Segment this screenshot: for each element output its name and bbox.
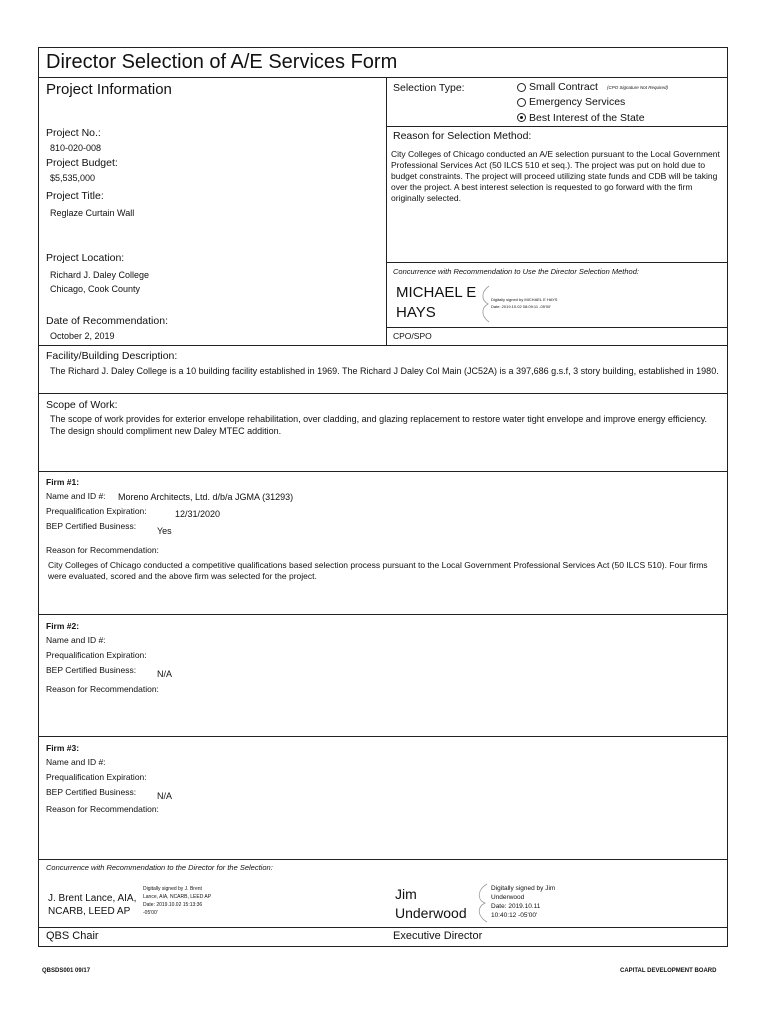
firm3-heading: Firm #3:: [46, 743, 80, 753]
divider: [39, 736, 727, 737]
firm1-bep-label: BEP Certified Business:: [46, 521, 137, 531]
footer-form-code: QBSDS001 09/17: [42, 968, 91, 974]
qbs-digital-sig-line3: Date: 2019.10.02 15:13:36: [143, 902, 203, 908]
firm1-name-id-value: Moreno Architects, Ltd. d/b/a JGMA (31293): [118, 492, 294, 502]
firm2-reason-label: Reason for Recommendation:: [46, 684, 159, 694]
exec-digital-sig-line2: Underwood: [491, 894, 525, 901]
project-title-label: Project Title:: [46, 190, 104, 202]
firm2-prequal-label: Prequalification Expiration:: [46, 650, 147, 660]
firm3-bep-label: BEP Certified Business:: [46, 787, 137, 797]
selection-form: [38, 47, 728, 947]
firm1-reason-text: City Colleges of Chicago conducted a competitive qualifications based selection process pursuant to the Local Government Professional Services Act (50 ILCS 510). Four firms were evaluated, scored and the above firm was selected for the project.: [48, 560, 708, 582]
firm1-heading: Firm #1:: [46, 477, 80, 487]
exec-signature-name-line1: Jim: [395, 886, 417, 902]
reason-method-label: Reason for Selection Method:: [393, 130, 532, 142]
qbs-digital-sig-line4: -05'00': [143, 910, 158, 916]
small-contract-note: (CPO Signature Not Required): [607, 85, 669, 90]
exec-digital-sig-line3: Date: 2019.10.11: [491, 903, 541, 910]
qbs-chair-label: QBS Chair: [46, 930, 99, 942]
small-contract-radio[interactable]: [517, 83, 526, 92]
firm2-bep-value: N/A: [157, 669, 173, 679]
project-budget-value: $5,535,000: [50, 173, 96, 183]
project-budget-label: Project Budget:: [46, 157, 118, 169]
signature-line: [39, 927, 727, 928]
divider: [39, 859, 727, 860]
recommendation-date-value: October 2, 2019: [50, 331, 115, 341]
divider: [39, 393, 727, 394]
divider: [39, 77, 727, 78]
final-concurrence-label: Concurrence with Recommendation to the Director for the Selection:: [46, 863, 273, 872]
footer-agency: CAPITAL DEVELOPMENT BOARD: [620, 968, 717, 974]
best-interest-radio[interactable]: [517, 113, 526, 122]
project-title-value: Reglaze Curtain Wall: [50, 208, 135, 218]
project-location-label: Project Location:: [46, 252, 125, 264]
firm1-prequal-value: 12/31/2020: [175, 509, 221, 519]
firm1-prequal-label: Prequalification Expiration:: [46, 506, 147, 516]
firm1-bep-value: Yes: [157, 526, 172, 536]
emergency-services-label: Emergency Services: [529, 96, 626, 108]
scope-label: Scope of Work:: [46, 399, 118, 411]
cpo-digital-sig-line1: Digitally signed by MICHAEL E HAYS: [491, 297, 558, 302]
form-title: Director Selection of A/E Services Form: [46, 51, 398, 73]
facility-text: The Richard J. Daley College is a 10 building facility established in 1969. The Richard J Daley Col Main (JC52A) is a 397,686 g.s.f, 3 story building, established in 1980.: [50, 366, 719, 376]
exec-signature-name-line2: Underwood: [395, 905, 467, 921]
firm2-bep-label: BEP Certified Business:: [46, 665, 137, 675]
project-no-label: Project No.:: [46, 127, 101, 139]
cpo-spo-label: CPO/SPO: [393, 331, 432, 341]
qbs-signature-name-line2: NCARB, LEED AP: [48, 906, 131, 917]
exec-digital-sig-line1: Digitally signed by Jim: [491, 885, 556, 892]
project-location-line2: Chicago, Cook County: [50, 284, 141, 294]
qbs-digital-sig-line2: Lance, AIA, NCARB, LEED AP: [143, 894, 212, 900]
executive-director-label: Executive Director: [393, 930, 483, 942]
recommendation-date-label: Date of Recommendation:: [46, 315, 168, 327]
firm3-name-id-label: Name and ID #:: [46, 757, 106, 767]
firm3-bep-value: N/A: [157, 791, 173, 801]
firm1-name-id-label: Name and ID #:: [46, 491, 106, 501]
divider: [39, 614, 727, 615]
exec-signature-mark: [475, 882, 491, 924]
cpo-digital-sig-line2: Date: 2019.10.02 08:09:11 -05'00': [491, 304, 551, 309]
qbs-digital-sig-line1: Digitally signed by J. Brent: [143, 886, 202, 892]
reason-method-text: City Colleges of Chicago conducted an A/E selection pursuant to the Local Government Professional Services Act (50 ILCS 510 et seq.). The project was put on hold due to budget constraints. The project will proceed utilizing state funds and CDB will be taking over the project. A best interest selection is requested to go forward with the firm originally selected.: [391, 149, 720, 203]
divider: [39, 345, 727, 346]
divider: [39, 471, 727, 472]
project-no-value: 810-020-008: [50, 143, 102, 153]
cpo-signature-name-line1: MICHAEL E: [396, 284, 477, 301]
emergency-services-radio[interactable]: [517, 98, 526, 107]
scope-text: The scope of work provides for exterior envelope rehabilitation, over cladding, and glazing replacement to restore water tight envelope and improve energy efficiency. The design should compliment new Daley MTEC addition.: [50, 414, 708, 436]
firm3-prequal-label: Prequalification Expiration:: [46, 772, 147, 782]
firm3-reason-label: Reason for Recommendation:: [46, 804, 159, 814]
project-info-heading: Project Information: [46, 81, 172, 98]
best-interest-label: Best Interest of the State: [529, 112, 645, 124]
firm2-heading: Firm #2:: [46, 621, 80, 631]
divider: [386, 327, 727, 328]
qbs-signature-name-line1: J. Brent Lance, AIA,: [48, 893, 137, 904]
project-location-line1: Richard J. Daley College: [50, 270, 150, 280]
divider: [386, 262, 727, 263]
cpo-signature-name-line2: HAYS: [396, 304, 436, 321]
firm1-reason-label: Reason for Recommendation:: [46, 545, 159, 555]
facility-label: Facility/Building Description:: [46, 350, 178, 362]
cpo-concurrence-label: Concurrence with Recommendation to Use the Director Selection Method:: [393, 267, 639, 276]
divider: [386, 126, 727, 127]
firm2-name-id-label: Name and ID #:: [46, 635, 106, 645]
column-divider: [386, 77, 387, 345]
small-contract-label: Small Contract: [529, 81, 598, 93]
exec-digital-sig-line4: 10:40:12 -05'00': [491, 912, 538, 919]
selection-type-label: Selection Type:: [393, 82, 465, 94]
